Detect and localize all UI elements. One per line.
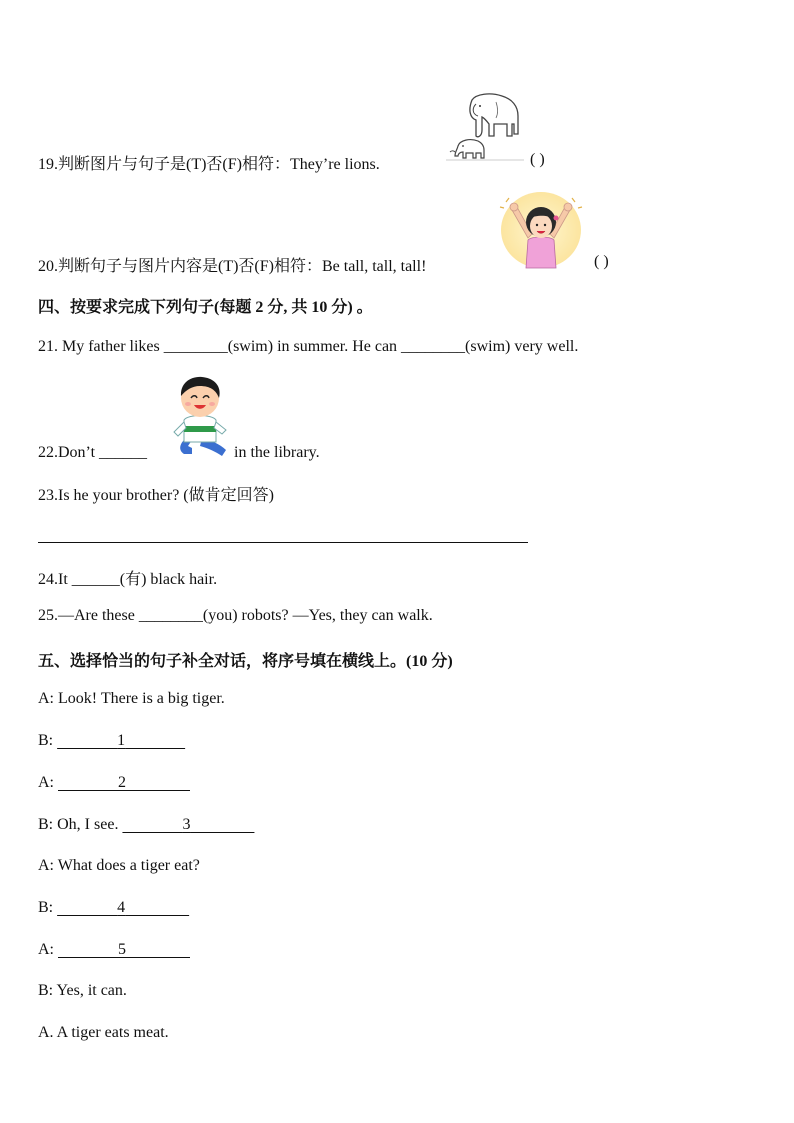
question-24[interactable]: 24.It ______(有) black hair. — [38, 571, 218, 588]
speaker: B: — [38, 982, 54, 999]
blank-number: 4 — [117, 899, 126, 916]
dialogue-line-2 — [38, 732, 185, 750]
blank-5[interactable] — [58, 941, 190, 958]
dialogue-line-3 — [38, 774, 190, 792]
jumping-boy-picture — [170, 374, 232, 460]
question-19 — [38, 151, 380, 174]
question-23: 23.Is he your brother? (做肯定回答) — [38, 487, 274, 504]
question-19-text: 19.判断图片与句子是(T)否(F)相符：They’re lions. — [38, 156, 380, 173]
dialogue-text: Oh, I see. — [57, 816, 119, 833]
question-21[interactable]: 21. My father likes ________(swim) in summer. He can ________(swim) very well. — [38, 338, 579, 355]
blank-number: 3 — [182, 816, 191, 833]
dialogue-text: Look! There is a big tiger. — [58, 690, 225, 707]
question-22-after: in the library. — [234, 444, 320, 461]
speaker: B: — [38, 899, 54, 916]
dialogue-line-7 — [38, 941, 190, 959]
dialogue-line-8 — [38, 982, 127, 1000]
dialogue-line-6 — [38, 899, 189, 917]
blank-1[interactable] — [57, 732, 185, 749]
speaker: B: — [38, 732, 54, 749]
question-20-text: 20.判断句子与图片内容是(T)否(F)相符：Be tall, tall, tall! — [38, 258, 427, 275]
section-4-title: 四、按要求完成下列句子(每题 2 分, 共 10 分) 。 — [38, 299, 373, 316]
question-25[interactable]: 25.—Are these ________(you) robots? —Yes, they can walk. — [38, 607, 433, 624]
blank-4[interactable] — [57, 899, 189, 916]
elephant-picture — [446, 90, 524, 168]
dialogue-text: Yes, it can. — [56, 982, 127, 999]
speaker: A: — [38, 690, 54, 707]
girl-arms-up-picture — [498, 188, 584, 270]
dialogue-line-1 — [38, 690, 225, 708]
section-5-title: 五、选择恰当的句子补全对话，将序号填在横线上。(10 分) — [38, 653, 453, 670]
answer-line-23[interactable] — [38, 542, 528, 543]
speaker: B: — [38, 816, 54, 833]
blank-number: 2 — [118, 774, 126, 791]
question-22-before[interactable]: 22.Don’t ______ — [38, 444, 148, 461]
answer-paren-20[interactable]: ( ) — [594, 253, 609, 270]
blank-3[interactable] — [122, 816, 254, 833]
question-22 — [38, 444, 147, 462]
dialogue-line-5 — [38, 857, 200, 875]
option-a: A. A tiger eats meat. — [38, 1024, 169, 1041]
speaker: A: — [38, 857, 54, 874]
blank-number: 1 — [117, 732, 126, 749]
dialogue-text: What does a tiger eat? — [57, 857, 200, 874]
speaker: A: — [38, 941, 54, 958]
answer-paren-19[interactable]: ( ) — [530, 151, 545, 168]
dialogue-line-4 — [38, 816, 254, 834]
blank-2[interactable] — [58, 774, 190, 791]
question-20 — [38, 253, 426, 276]
speaker: A: — [38, 774, 54, 791]
blank-number: 5 — [118, 941, 126, 958]
